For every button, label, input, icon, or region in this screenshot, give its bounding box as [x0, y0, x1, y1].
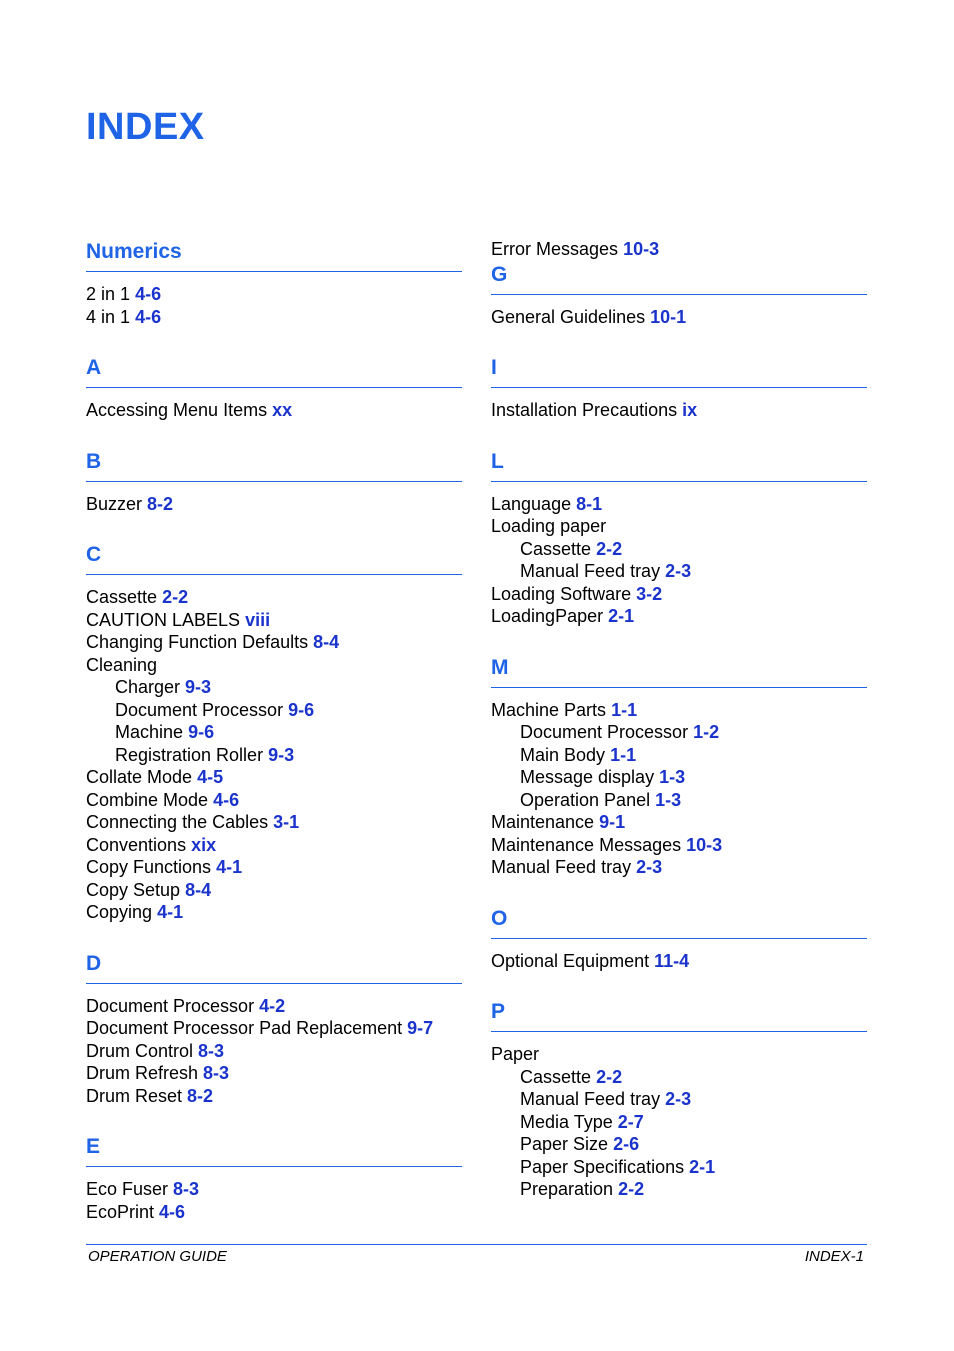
index-term: LoadingPaper [491, 606, 604, 626]
index-entry [86, 901, 462, 924]
page-reference-link[interactable]: 9-3 [185, 677, 212, 697]
index-term: Operation Panel [520, 789, 651, 810]
index-entry-list [491, 950, 867, 973]
page-reference-link[interactable]: 10-1 [650, 306, 687, 327]
index-entry [86, 789, 462, 812]
index-column-left [86, 238, 462, 1249]
section-heading: P [491, 998, 867, 1032]
section-heading: I [491, 354, 867, 388]
page-reference-link[interactable]: 2-3 [665, 1089, 692, 1109]
index-entry-list [491, 493, 867, 628]
index-subentry [86, 744, 462, 767]
page-reference-link[interactable]: 8-4 [313, 632, 340, 652]
index-term: Cassette [520, 538, 592, 559]
page-reference-link[interactable]: 9-3 [268, 744, 295, 765]
index-term: Connecting the Cables [86, 812, 269, 832]
index-term: General Guidelines [491, 306, 646, 327]
page-reference-link[interactable]: 8-4 [185, 879, 212, 900]
index-entry-list [86, 586, 462, 924]
page-reference-link[interactable]: 2-1 [689, 1156, 716, 1177]
index-term: Eco Fuser [86, 1179, 169, 1199]
index-term: 4 in 1 [86, 306, 131, 327]
index-entry [491, 699, 867, 722]
index-section [86, 354, 462, 422]
index-term: Maintenance [491, 812, 595, 832]
page-reference-link[interactable]: 4-1 [216, 857, 243, 877]
index-section [491, 448, 867, 628]
page-reference-link[interactable]: 2-2 [596, 538, 623, 559]
index-term: Buzzer [86, 493, 143, 514]
section-heading: Numerics [86, 238, 462, 272]
index-entry-list [86, 493, 462, 516]
page-reference-link[interactable]: 2-7 [617, 1111, 644, 1132]
section-heading: M [491, 654, 867, 688]
page-reference-link[interactable]: 8-1 [576, 493, 603, 514]
index-entry-list [491, 699, 867, 879]
index-entry [491, 856, 867, 879]
index-entry [491, 950, 867, 973]
index-term: Paper Specifications [520, 1156, 685, 1177]
page-reference-link[interactable]: xix [191, 834, 217, 855]
page-reference-link[interactable]: 10-3 [686, 834, 723, 855]
index-entry [491, 605, 867, 628]
page-reference-link[interactable]: 4-6 [135, 306, 162, 327]
index-term: Cleaning [86, 654, 158, 675]
page-reference-link[interactable]: 9-7 [407, 1018, 434, 1038]
page-reference-link[interactable]: viii [245, 609, 271, 630]
index-entry [86, 995, 462, 1018]
index-subentry [491, 789, 867, 812]
page-reference-link[interactable]: 4-1 [157, 902, 184, 922]
index-entry [491, 583, 867, 606]
index-term: Drum Reset [86, 1085, 183, 1106]
index-entry [491, 811, 867, 834]
index-term: Paper Size [520, 1134, 609, 1154]
index-entry [86, 1017, 462, 1040]
index-entry [86, 856, 462, 879]
index-term: Preparation [520, 1179, 614, 1199]
index-entry-list [491, 1043, 867, 1201]
index-subentry [491, 538, 867, 561]
index-entry [86, 1178, 462, 1201]
footer-page-number: INDEX-1 [804, 1248, 864, 1265]
page-title: INDEX [86, 106, 205, 148]
section-heading: B [86, 448, 462, 482]
index-term: Document Processor [520, 722, 689, 742]
index-term: Document Processor Pad Replacement [86, 1018, 403, 1038]
page-reference-link[interactable]: 4-5 [197, 767, 224, 787]
index-subentry [491, 1156, 867, 1179]
index-term: 2 in 1 [86, 284, 131, 304]
index-term: Error Messages [491, 239, 619, 259]
index-term: Maintenance Messages [491, 834, 682, 855]
page-reference-link[interactable]: 2-3 [636, 857, 663, 877]
page-reference-link[interactable]: 2-3 [665, 561, 692, 581]
index-entry [86, 631, 462, 654]
index-term: Manual Feed tray [491, 857, 632, 877]
index-section [491, 654, 867, 879]
index-section [86, 1133, 462, 1223]
index-entry [86, 766, 462, 789]
index-subentry [491, 766, 867, 789]
index-entry [86, 1085, 462, 1108]
page-reference-link[interactable]: 8-2 [147, 493, 174, 514]
index-entry-list [86, 399, 462, 422]
index-term: EcoPrint [86, 1201, 155, 1222]
index-subentry [491, 1133, 867, 1156]
page-reference-link[interactable]: 8-3 [203, 1063, 230, 1083]
index-term: Accessing Menu Items [86, 400, 268, 420]
index-term: Cassette [86, 587, 158, 607]
page-reference-link[interactable]: 8-2 [187, 1085, 214, 1106]
index-entry [86, 879, 462, 902]
page-reference-link[interactable]: 1-1 [611, 699, 638, 720]
index-term: Charger [115, 677, 181, 697]
index-subentry [491, 1178, 867, 1201]
index-subentry [491, 1111, 867, 1134]
page-reference-link[interactable]: 1-1 [610, 744, 637, 765]
index-subentry [491, 1066, 867, 1089]
page-reference-link[interactable]: 9-1 [599, 812, 626, 832]
index-term: Machine Parts [491, 699, 607, 720]
index-section [86, 448, 462, 516]
page-reference-link[interactable]: 1-3 [659, 767, 686, 787]
section-heading: D [86, 950, 462, 984]
index-entry-list [86, 1178, 462, 1223]
page-reference-link[interactable]: 8-3 [198, 1040, 225, 1061]
page-reference-link[interactable]: 2-2 [596, 1066, 623, 1087]
page-reference-link[interactable]: 2-2 [162, 587, 189, 607]
index-term: Collate Mode [86, 767, 193, 787]
index-entry [86, 654, 462, 677]
index-term: Conventions [86, 834, 187, 855]
section-heading: E [86, 1133, 462, 1167]
index-column-right [491, 238, 867, 1227]
page-reference-link[interactable]: 2-2 [618, 1179, 645, 1199]
index-term: Changing Function Defaults [86, 632, 309, 652]
section-heading: G [491, 261, 867, 295]
index-entry-list [491, 238, 867, 261]
page-reference-link[interactable]: 2-6 [613, 1134, 640, 1154]
index-entry [491, 493, 867, 516]
index-term: CAUTION LABELS [86, 609, 241, 630]
page-reference-link[interactable]: 9-6 [188, 722, 215, 742]
index-section [491, 354, 867, 422]
page-reference-link[interactable]: 1-2 [693, 722, 720, 742]
index-section [491, 998, 867, 1201]
page-reference-link[interactable]: 4-6 [213, 789, 240, 810]
index-term: Copy Functions [86, 857, 212, 877]
section-heading: C [86, 541, 462, 575]
index-subentry [491, 1088, 867, 1111]
index-term: Loading paper [491, 516, 607, 536]
footer-document-name: OPERATION GUIDE [88, 1248, 227, 1265]
page-reference-link[interactable]: 1-3 [655, 789, 682, 810]
section-heading: O [491, 905, 867, 939]
section-heading: A [86, 354, 462, 388]
index-entry [86, 834, 462, 857]
index-entry [86, 493, 462, 516]
index-entry-list [86, 995, 462, 1108]
index-entry [491, 238, 867, 261]
index-section [491, 905, 867, 973]
index-term: Main Body [520, 744, 606, 765]
index-entry [86, 1062, 462, 1085]
index-term: Optional Equipment [491, 950, 650, 971]
index-entry [491, 306, 867, 329]
index-term: Document Processor [86, 995, 255, 1016]
index-subentry [86, 721, 462, 744]
index-subentry [491, 721, 867, 744]
page-reference-link[interactable]: 10-3 [623, 239, 660, 259]
index-entry [86, 609, 462, 632]
index-entry [86, 283, 462, 306]
index-term: Installation Precautions [491, 400, 678, 420]
page-reference-link[interactable]: 3-1 [273, 812, 300, 832]
index-term: Media Type [520, 1111, 613, 1132]
index-entry [86, 399, 462, 422]
index-entry [86, 811, 462, 834]
index-entry [86, 1040, 462, 1063]
index-entry-list [491, 399, 867, 422]
page-reference-link[interactable]: 9-6 [288, 699, 315, 720]
index-entry-list [86, 283, 462, 328]
index-term: Cassette [520, 1066, 592, 1087]
index-term: Manual Feed tray [520, 1089, 661, 1109]
index-term: Combine Mode [86, 789, 209, 810]
index-entry [86, 1201, 462, 1224]
index-term: Drum Control [86, 1040, 194, 1061]
index-entry [491, 515, 867, 538]
index-entry-list [491, 306, 867, 329]
section-heading: L [491, 448, 867, 482]
page-reference-link[interactable]: 3-2 [636, 583, 663, 604]
index-term: Loading Software [491, 583, 632, 604]
index-subentry [86, 699, 462, 722]
index-term: Paper [491, 1044, 540, 1064]
index-subentry [491, 560, 867, 583]
index-subentry [86, 676, 462, 699]
index-term: Document Processor [115, 699, 284, 720]
index-term: Drum Refresh [86, 1063, 199, 1083]
index-term: Machine [115, 722, 184, 742]
page-reference-link[interactable]: 11-4 [654, 950, 690, 971]
index-term: Copy Setup [86, 879, 181, 900]
index-entry [491, 399, 867, 422]
page-reference-link[interactable]: 4-2 [259, 995, 286, 1016]
index-entry [491, 834, 867, 857]
page-reference-link[interactable]: 8-3 [173, 1179, 200, 1199]
footer-divider [86, 1244, 867, 1245]
page-reference-link[interactable]: 4-6 [159, 1201, 186, 1222]
index-term: Manual Feed tray [520, 561, 661, 581]
index-entry [491, 1043, 867, 1066]
page-reference-link[interactable]: 4-6 [135, 284, 162, 304]
index-term: Registration Roller [115, 744, 264, 765]
page-reference-link[interactable]: 2-1 [608, 606, 635, 626]
index-term: Language [491, 493, 572, 514]
index-term: Message display [520, 767, 655, 787]
index-section [86, 950, 462, 1108]
page-reference-link[interactable]: ix [682, 400, 698, 420]
index-section [491, 261, 867, 329]
page-reference-link[interactable]: xx [272, 400, 293, 420]
index-section [86, 541, 462, 924]
index-entry [86, 586, 462, 609]
index-subentry [491, 744, 867, 767]
index-term: Copying [86, 902, 153, 922]
index-entry [86, 306, 462, 329]
index-section [86, 238, 462, 328]
